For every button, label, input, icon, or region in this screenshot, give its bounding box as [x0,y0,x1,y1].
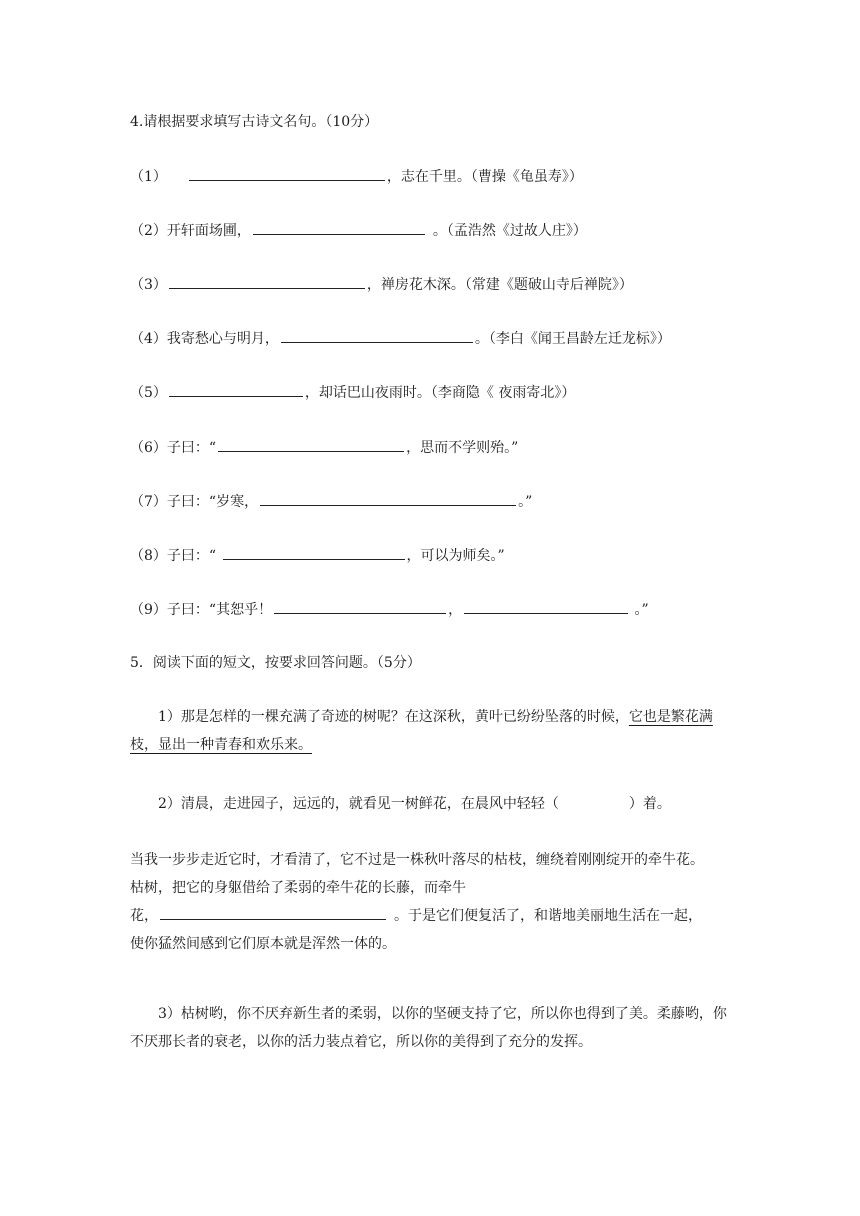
answer-blank[interactable] [274,599,446,614]
item-text-after: ，思而不学则殆。” [406,440,519,456]
answer-blank[interactable] [223,545,405,560]
q4-item-6 [130,437,518,458]
item-text-after: 。（李白《闻王昌龄左迁龙标》） [474,331,671,347]
item-number: （1） [130,169,167,185]
paragraph-line [130,902,750,930]
q4-item-2 [130,220,587,241]
item-text-before: 开轩面场圃， [166,223,251,239]
q5-paragraph-3 [130,846,750,958]
q4-title: 4.请根据要求填写古诗文名句。（10分） [130,114,379,130]
item-number: （6） [130,440,167,456]
item-number: （5） [130,385,167,401]
q4-item-5 [130,382,575,403]
item-text-before: 我寄愁心与明月， [166,331,279,347]
item-text-after: ，可以为师矣。” [406,548,505,564]
paragraph-text-end: ）着。 [628,796,671,812]
item-text-after: ，禅房花木深。（常建《题破山寺后禅院》） [366,277,633,293]
item-number: （7） [130,494,167,510]
item-text-after: ，志在千里。（曹操《龟虽寿》） [386,169,583,185]
answer-blank[interactable] [169,382,303,397]
answer-blank[interactable] [253,220,425,235]
q4-item-8 [130,545,505,566]
item-number: （9） [130,602,167,618]
item-text-after: 。（孟浩然《过故人庄》） [432,223,587,239]
q5-paragraph-4: 3）枯树哟，你不厌弃新生者的柔弱，以你的坚硬支持了它，所以你也得到了美。柔藤哟，你不厌那长者的衰老，以你的活力装点着它，所以你的美得到了充分的发挥。 [130,1006,727,1050]
item-number: （3） [130,277,167,293]
q4-item-3 [130,274,633,295]
q5-title: 5．阅读下面的短文，按要求回答问题。（5分） [130,655,421,671]
q5-paragraph-2 [158,794,671,814]
paragraph-line: 使你猛然间感到它们原本就是浑然一体的。 [130,936,396,952]
item-text-before: 子曰：“ [166,548,221,564]
answer-blank[interactable] [218,437,404,452]
answer-blank[interactable] [160,905,386,920]
q4-item-9 [130,599,649,620]
line-end: 。于是它们便复活了，和谐地美丽地生活在一起， [394,908,702,924]
item-number: （2） [130,223,167,239]
item-text-before: 子曰：“岁寒， [166,494,259,510]
item-number: （4） [130,331,167,347]
q5-paragraph-1 [130,703,730,759]
item-number: （8） [130,548,167,564]
item-text-before: 子曰：“ [166,440,217,456]
answer-blank[interactable] [189,166,385,181]
item-text-after: 。” [518,494,533,510]
paragraph-line: 枯树，把它的身躯借给了柔弱的牵牛花的长藤，而牵牛 [130,880,466,896]
q4-item-1 [130,166,583,187]
answer-blank[interactable] [260,491,516,506]
paragraph-text: 1）那是怎样的一棵充满了奇迹的树呢？在这深秋，黄叶已纷纷坠落的时候， [158,709,629,725]
line-start: 花， [130,908,158,924]
paragraph-text: 2）清晨，走进园子，远远的，就看见一树鲜花，在晨风中轻轻（ [158,796,559,812]
answer-blank[interactable] [281,328,473,343]
q4-item-7 [130,491,532,512]
paragraph-line: 当我一步步走近它时，才看清了，它不过是一株秋叶落尽的枯枝，缠绕着刚刚绽开的牵牛花。 [130,852,704,868]
item-text-middle: ， [448,602,463,618]
underlined-sentence: 它也是繁花满枝，显出一种青春和欢乐来。 [130,709,713,753]
item-text-after: 。” [630,602,649,618]
item-text-before: 子曰：“其恕乎！ [166,602,273,618]
q4-item-4 [130,328,671,349]
answer-blank[interactable] [464,599,628,614]
item-text-after: ，却话巴山夜雨时。（李商隐《 夜雨寄北》） [304,385,576,401]
answer-blank[interactable] [169,274,365,289]
